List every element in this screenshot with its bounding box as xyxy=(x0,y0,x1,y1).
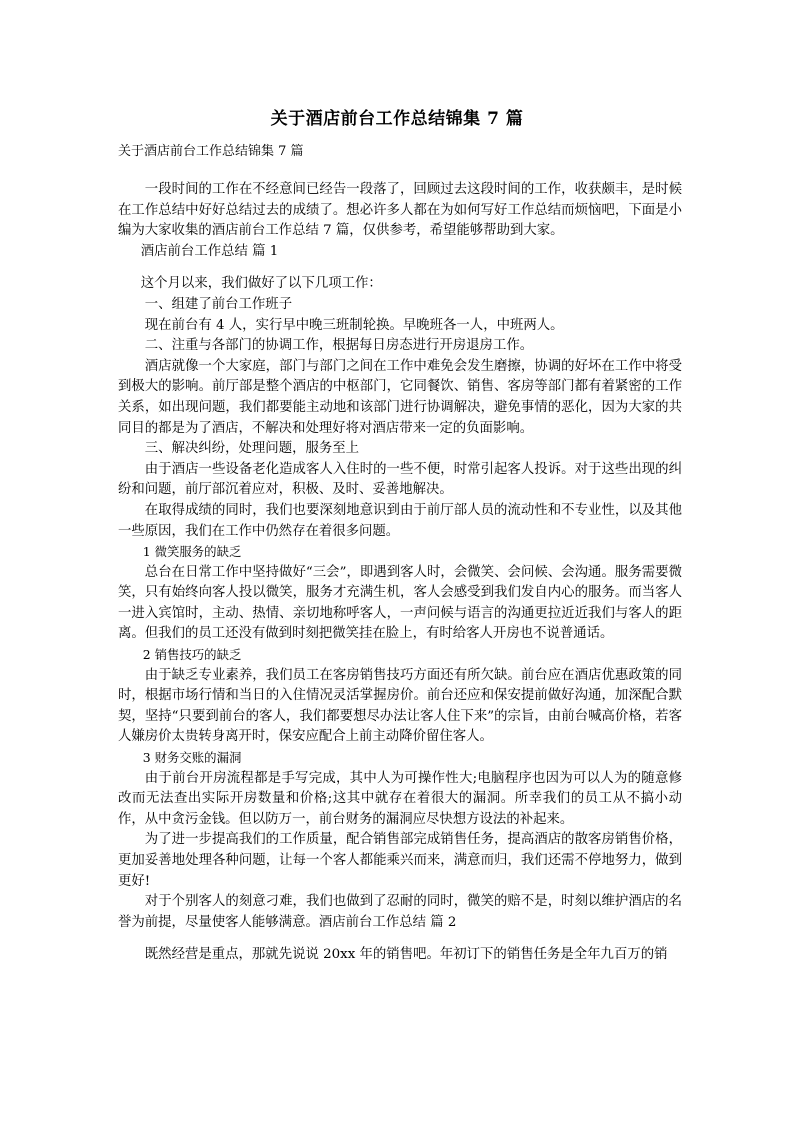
section-heading: 三、解决纠纷，处理问题，服务至上 xyxy=(144,441,360,457)
paragraph: 总台在日常工作中坚持做好“三会”，即遇到客人时，会微笑、会问候、会沟通。服务需要微笑，只有始终向客人投以微笑，服务才充满生机，客人会感受到我们发自内心的服务。而当客人一进入宾馆时，主动、热情、亲切地称呼客人，一声问候与语言的沟通更拉近近我们与客人的距离。但我们的员工还没有做到时刻把微笑挂在脸上，有时给客人开房也不说普通话。 xyxy=(118,564,682,642)
paragraph: 这个月以来，我们做好了以下几项工作： xyxy=(140,276,382,292)
document-body xyxy=(118,180,682,966)
document-title: 关于酒店前台工作总结锦集 7 篇 xyxy=(270,109,524,129)
paragraph: 由于酒店一些设备老化造成客人入住时的一些不便，时常引起客人投诉。对于这些出现的纠纷和问题，前厅部沉着应对，积极、及时、妥善地解决。 xyxy=(118,461,682,498)
section-heading: 一、组建了前台工作班子 xyxy=(144,296,293,312)
sub-heading: 2 销售技巧的缺乏 xyxy=(142,647,242,663)
sub-heading: 3 财务交账的漏洞 xyxy=(142,750,242,766)
section-heading: 酒店前台工作总结 篇 1 xyxy=(140,243,279,259)
paragraph: 对于个别客人的刻意刁难，我们也做到了忍耐的同时，微笑的赔不是，时刻以维护酒店的名誉为前提，尽量使客人能够满意。酒店前台工作总结 篇 2 xyxy=(118,894,682,930)
section-heading: 二、注重与各部门的协调工作，根据每日房态进行开房退房工作。 xyxy=(144,338,534,354)
paragraph-intro: 一段时间的工作在不经意间已经告一段落了，回顾过去这段时间的工作，收获颇丰，是时候在工作总结中好好总结过去的成绩了。想必许多人都在为如何写好工作总结而烦恼吧，下面是小编为大家收集的酒店前台工作总结 7 篇，仅供参考，希望能够帮助到大家。 xyxy=(118,182,682,239)
paragraph: 酒店就像一个大家庭，部门与部门之间在工作中难免会发生磨擦，协调的好坏在工作中将受到极大的影响。前厅部是整个酒店的中枢部门，它同餐饮、销售、客房等部门都有着紧密的工作关系，如出现问题，我们都要能主动地和该部门进行协调解决，避免事情的恶化，因为大家的共同目的都是为了酒店，不解决和处理好将对酒店带来一定的负面影响。 xyxy=(118,358,682,436)
paragraph: 为了进一步提高我们的工作质量，配合销售部完成销售任务，提高酒店的散客房销售价格，更加妥善地处理各种问题，让每一个客人都能乘兴而来，满意而归，我们还需不停地努力，做到更好! xyxy=(118,832,682,889)
paragraph: 由于前台开房流程都是手写完成，其中人为可操作性大;电脑程序也因为可以人为的随意修改而无法查出实际开房数量和价格;这其中就存在着很大的漏洞。所幸我们的员工从不搞小动作，从中贪污金钱。但以防万一，前台财务的漏洞应尽快想方设法的补起来。 xyxy=(118,770,682,827)
paragraph: 在取得成绩的同时，我们也要深刻地意识到由于前厅部人员的流动性和不专业性，以及其他一些原因，我们在工作中仍然存在着很多问题。 xyxy=(118,502,682,539)
paragraph: 由于缺乏专业素养，我们员工在客房销售技巧方面还有所欠缺。前台应在酒店优惠政策的同时，根据市场行情和当日的入住情况灵活掌握房价。前台还应和保安提前做好沟通，加深配合默契，坚持“只要到前台的客人，我们都要想尽办法让客人住下来”的宗旨，由前台喊高价格，若客人嫌房价太贵转身离开时，保安应配合上前主动降价留住客人。 xyxy=(118,667,682,745)
paragraph: 既然经营是重点，那就先说说 20xx 年的销售吧。年初订下的销售任务是全年九百万的销 xyxy=(144,947,668,963)
paragraph: 现在前台有 4 人，实行早中晚三班制轮换。早晚班各一人，中班两人。 xyxy=(144,317,564,333)
document-subtitle: 关于酒店前台工作总结锦集 7 篇 xyxy=(118,144,304,159)
sub-heading: 1 微笑服务的缺乏 xyxy=(142,544,242,560)
